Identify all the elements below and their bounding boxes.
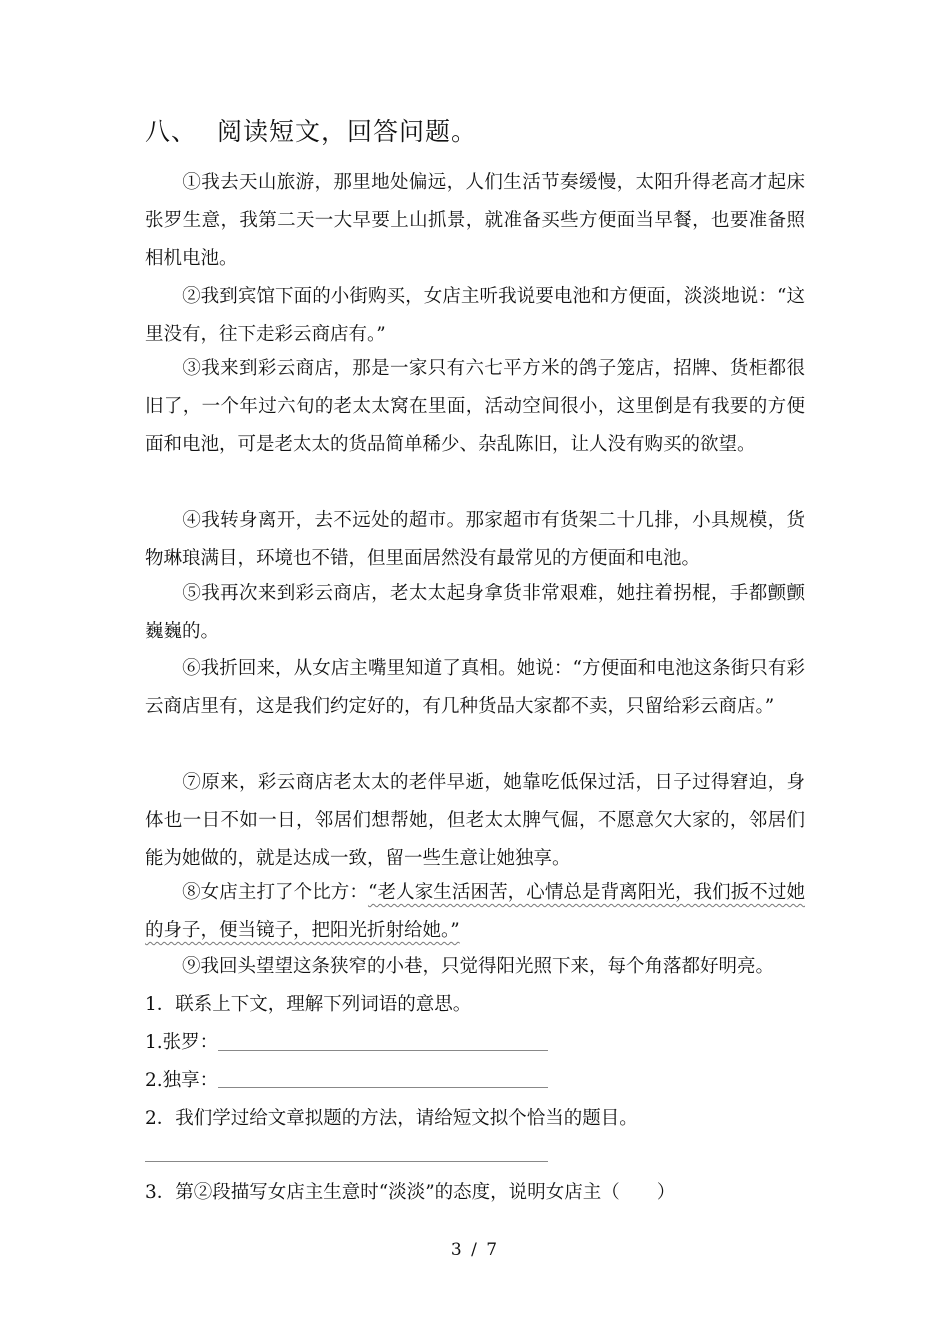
paragraph-5: ⑤我再次来到彩云商店，老太太起身拿货非常艰难，她拄着拐棍，手都颤颤巍巍的。 — [145, 583, 805, 642]
paragraph-2: ②我到宾馆下面的小街购买，女店主听我说要电池和方便面，淡淡地说：“这里没有，往下走彩云商店有。” — [145, 286, 805, 345]
paragraph-4: ④我转身离开，去不远处的超市。那家超市有货架二十几排，小具规模，货物琳琅满目，环境也不错，但里面居然没有最常见的方便面和电池。 — [145, 510, 805, 569]
paragraph-1: ①我去天山旅游，那里地处偏远，人们生活节奏缓慢，太阳升得老高才起床张罗生意，我第二天一大早要上山抓景，就准备买些方便面当早餐，也要准备照相机电池。 — [145, 172, 805, 269]
answer-line-1[interactable] — [218, 1050, 548, 1051]
section-title: 阅读短文，回答问题。 — [217, 117, 478, 146]
paragraph-8-prefix: ⑧女店主打了个比方： — [182, 882, 368, 903]
paragraph-8 — [145, 874, 805, 950]
paragraph-7: ⑦原来，彩云商店老太太的老伴早逝，她靠吃低保过活，日子过得窘迫，身体也一日不如一日，邻居们想帮她，但老太太脾气倔，不愿意欠大家的，邻居们能为她做的，就是达成一致，留一些生意让她独享。 — [145, 772, 805, 869]
question-1-item-1: 1.张罗： — [145, 1032, 219, 1053]
page-number: 3 / 7 — [450, 1240, 500, 1260]
question-2: 2．我们学过给文章拟题的方法，请给短文拟个恰当的题目。 — [145, 1108, 638, 1129]
answer-line-2[interactable] — [218, 1087, 548, 1088]
question-1-item-2: 2.独享： — [145, 1070, 219, 1091]
wavy-underlined-sentence: “老人家生活困苦，心情总是背离阳光，我们扳不过她的身子，便当镜子，把阳光折射给她。” — [145, 882, 805, 941]
paragraph-3: ③我来到彩云商店，那是一家只有六七平方米的鸽子笼店，招牌、货柜都很旧了，一个年过六旬的老太太窝在里面，活动空间很小，这里倒是有我要的方便面和电池，可是老太太的货品简单稀少、杂乱陈旧，让人没有购买的欲望。 — [145, 358, 805, 455]
paragraph-9: ⑨我回头望望这条狭窄的小巷，只觉得阳光照下来，每个角落都好明亮。 — [182, 956, 775, 977]
question-1: 1．联系上下文，理解下列词语的意思。 — [145, 994, 472, 1015]
question-3: 3．第②段描写女店主生意时“淡淡”的态度，说明女店主（ ） — [145, 1182, 676, 1203]
section-heading — [145, 112, 477, 148]
section-number: 八、 — [145, 117, 198, 146]
paragraph-6: ⑥我折回来，从女店主嘴里知道了真相。她说：“方便面和电池这条街只有彩云商店里有，这是我们约定好的，有几种货品大家都不卖，只留给彩云商店。” — [145, 658, 805, 717]
answer-line-3[interactable] — [145, 1161, 548, 1162]
